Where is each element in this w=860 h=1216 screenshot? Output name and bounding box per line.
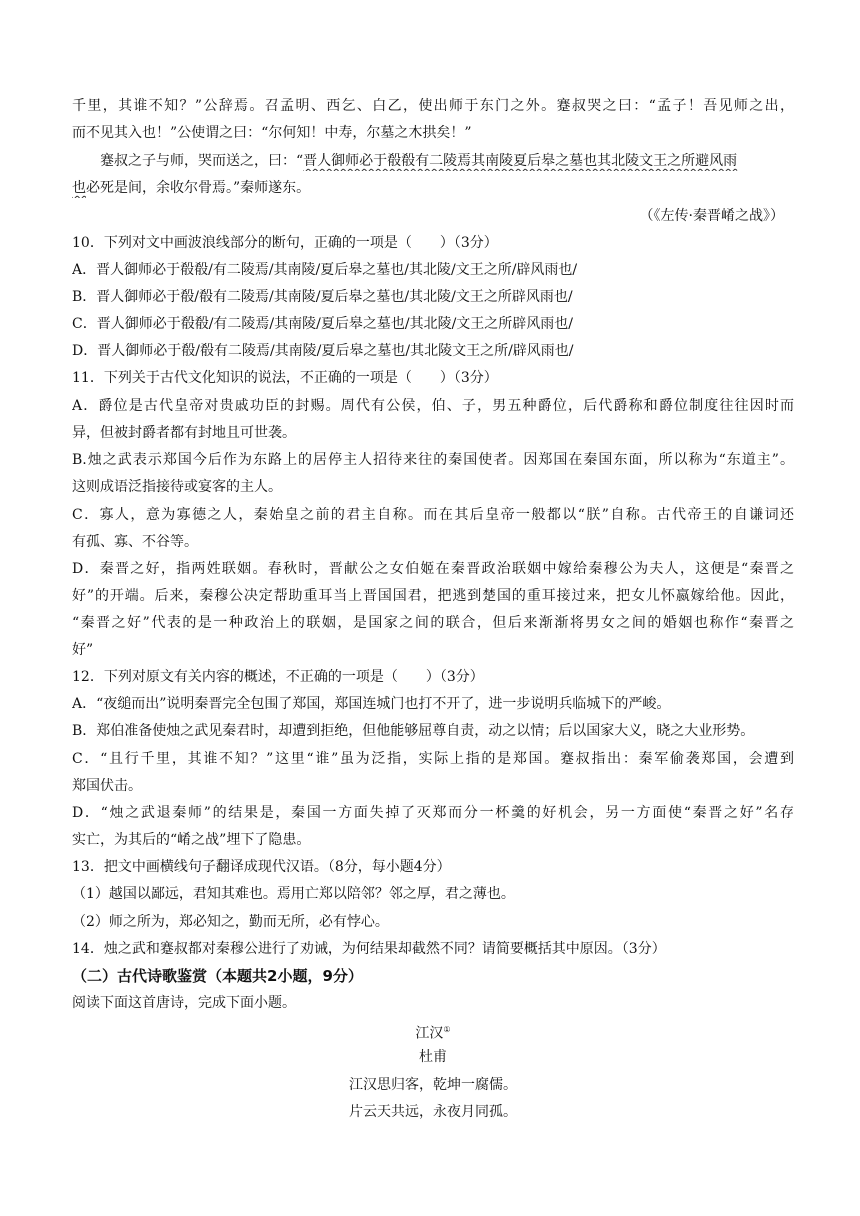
q12-option-c-line2: 郑国伏击。: [72, 778, 142, 794]
q13-stem: 13．把文中画横线句子翻译成现代汉语。（8分，每小题4分）: [72, 859, 451, 875]
passage-line-4-suffix: 必死是间，余收尔骨焉。”秦师遂东。: [86, 180, 311, 196]
q12-option-c-line1: C．“且行千里，其谁不知？”这里“谁”虽为泛指，实际上指的是郑国。蹇叔指出：秦军偷袭郑国，会遭到: [72, 751, 794, 767]
q10-stem: 10．下列对文中画波浪线部分的断句，正确的一项是（ ）（3分）: [72, 235, 498, 251]
q10-option-c: C．晋人御师必于殽殽/有二陵焉/其南陵/夏后皋之墓也/其北陵/文王之所辟风雨也/: [72, 316, 574, 332]
q11-option-c-line2: 有孤、寡、不谷等。: [72, 534, 198, 550]
passage-line-3-prefix: 蹇叔之子与师，哭而送之，曰：“: [100, 153, 304, 169]
wavy-underlined-text: 晋人御师必于殽殽有二陵焉其南陵夏后皋之墓也其北陵文王之所避风雨: [303, 153, 738, 169]
wavy-underlined-text-end: 也: [72, 180, 86, 196]
q11-option-b-line1: B.烛之武表示郑国今后作为东路上的居停主人招待来往的秦国使者。因郑国在秦国东面，所以称为“东道主”。: [72, 452, 794, 468]
section-heading: （二）古代诗歌鉴赏（本题共2小题，9分）: [72, 967, 363, 985]
q12-stem: 12．下列对原文有关内容的概述，不正确的一项是（ ）（3分）: [72, 669, 484, 685]
q13-sentence-1: （1）越国以鄙远，君知其难也。焉用亡郑以陪邻？邻之厚，君之薄也。: [72, 886, 515, 902]
q11-option-d-line1: D．秦晋之好，指两姓联姻。春秋时，晋献公之女伯姬在秦晋政治联姻中嫁给秦穆公为夫人，这便是“秦晋之: [72, 561, 794, 577]
poem-author: 杜甫: [419, 1049, 447, 1065]
poem-line-2: 片云天共远，永夜月同孤。: [349, 1104, 517, 1120]
q12-option-b: B．郑伯准备使烛之武见秦君时，却遭到拒绝，但他能够屈尊自责，动之以情；后以国家大义，晓之大业形势。: [72, 723, 755, 739]
q10-option-d: D．晋人御师必于殽/殽有二陵焉/其南陵/夏后皋之墓也/其北陵文王之所/辟风雨也/: [72, 343, 574, 359]
passage-line-4: [72, 178, 794, 198]
passage-line-2: 而不见其入也！”公使谓之曰：“尔何知！中寿，尔墓之木拱矣！”: [72, 125, 472, 141]
q11-option-d-line2: 好”的开端。后来，秦穆公决定帮助重耳当上晋国国君，把逃到楚国的重耳接过来，把女儿怀嬴嫁给他。因此，: [72, 588, 794, 604]
q11-option-a-line1: A．爵位是古代皇帝对贵戚功臣的封赐。周代有公侯，伯、子，男五种爵位，后代爵称和爵位制度往往因时而: [72, 398, 794, 414]
q10-option-b: B．晋人御师必于殽/殽有二陵焉/其南陵/夏后皋之墓也/其北陵/文王之所辟风雨也/: [72, 289, 573, 305]
q11-option-a-line2: 异，但被封爵者都有封地且可世袭。: [72, 425, 296, 441]
poem-title-text: 江汉: [415, 1025, 444, 1042]
q11-stem: 11．下列关于古代文化知识的说法，不正确的一项是（ ）（3分）: [72, 370, 498, 386]
q11-option-d-line3: “秦晋之好”代表的是一种政治上的联姻，是国家之间的联合，但后来渐渐将男女之间的婚姻也称作“秦晋之: [72, 615, 794, 631]
passage-source: （《左传·秦晋崤之战》）: [639, 208, 784, 224]
footnote-mark: ①: [443, 1025, 451, 1034]
section-intro: 阅读下面这首唐诗，完成下面小题。: [72, 995, 296, 1011]
q13-sentence-2: （2）师之所为，郑必知之，勤而无所，必有悖心。: [72, 914, 389, 930]
q12-option-a: A．“夜缒而出”说明秦晋完全包围了郑国，郑国连城门也打不开了，进一步说明兵临城下的严峻。: [72, 696, 671, 712]
poem-title: [72, 1020, 794, 1044]
passage-line-3: [72, 151, 794, 171]
q12-option-d-line1: D．“烛之武退秦师”的结果是，秦国一方面失掉了灭郑而分一杯羹的好机会，另一方面使“秦晋之好”名存: [72, 805, 794, 821]
q11-option-b-line2: 这则成语泛指接待或宴客的主人。: [72, 479, 282, 495]
q11-option-d-line4: 好”: [72, 642, 94, 658]
q10-option-a: A．晋人御师必于殽殽/有二陵焉/其南陵/夏后皋之墓也/其北陵/文王之所/辟风雨也/: [72, 262, 578, 278]
q11-option-c-line1: C．寡人，意为寡德之人，秦始皇之前的君主自称。而在其后皇帝一般都以“朕”自称。古代帝王的自谦词还: [72, 507, 794, 523]
poem-line-1: 江汉思归客，乾坤一腐儒。: [349, 1077, 517, 1093]
q14-stem: 14．烛之武和蹇叔都对秦穆公进行了劝诫，为何结果却截然不同？请简要概括其中原因。（3分）: [72, 941, 666, 957]
passage-line-1: 千里，其谁不知？”公辞焉。召孟明、西乞、白乙，使出师于东门之外。蹇叔哭之曰：“孟子！吾见师之出，: [72, 98, 794, 114]
q12-option-d-line2: 实亡，为其后的“崤之战”埋下了隐患。: [72, 832, 311, 848]
